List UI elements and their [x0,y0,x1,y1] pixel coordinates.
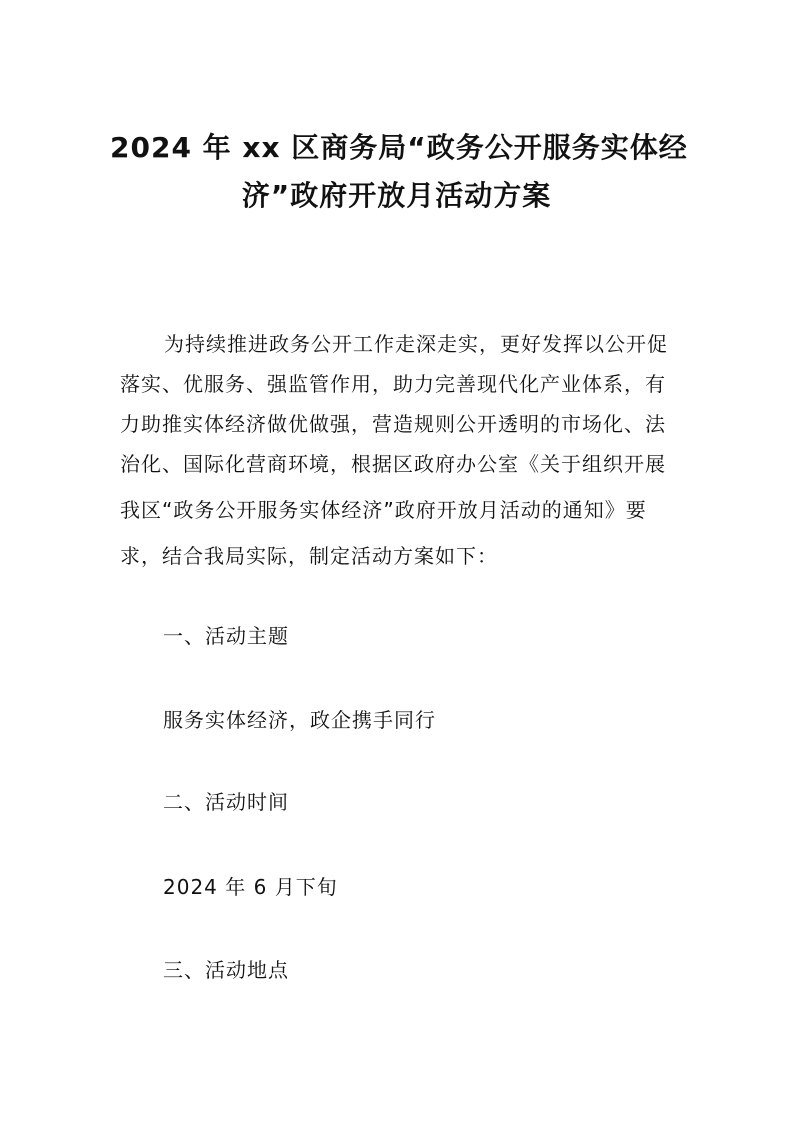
intro-paragraph-line-5: 我区“政务公开服务实体经济”政府开放月活动的通知》要 [120,498,647,522]
document-title-line-1: 2024 年 xx 区商务局“政务公开服务实体经 [110,131,688,164]
section-1-heading: 一、活动主题 [163,624,289,648]
document-title-line-2: 济”政府开放月活动方案 [241,179,552,212]
section-2-content: 2024 年 6 月下旬 [163,875,338,899]
intro-paragraph-line-2: 落实、优服务、强监管作用，助力完善现代化产业体系，有 [120,372,666,396]
intro-paragraph-line-3: 力助推实体经济做优做强，营造规则公开透明的市场化、法 [120,412,666,436]
intro-paragraph-line-1: 为持续推进政务公开工作走深走实，更好发挥以公开促 [164,332,668,356]
section-3-heading: 三、活动地点 [163,958,289,982]
section-2-heading: 二、活动时间 [163,790,289,814]
intro-paragraph-line-4: 治化、国际化营商环境，根据区政府办公室《关于组织开展 [120,452,666,476]
intro-paragraph-line-6: 求，结合我局实际，制定活动方案如下： [120,544,498,568]
section-1-content: 服务实体经济，政企携手同行 [163,708,436,732]
